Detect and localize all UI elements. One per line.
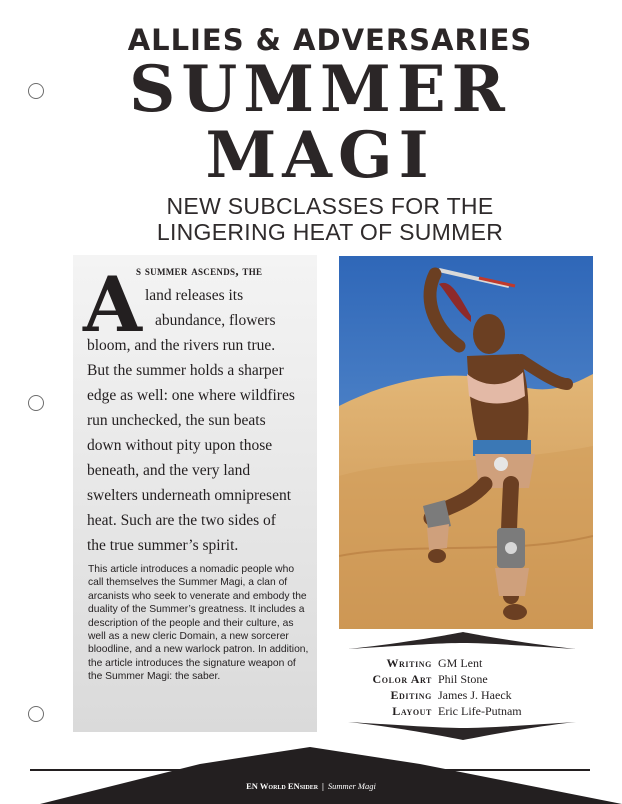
footer-issue: Summer Magi <box>327 781 376 791</box>
title-line-1: SUMMER <box>129 52 511 127</box>
credit-role: Color Art <box>372 671 432 686</box>
binder-hole-top <box>28 83 44 99</box>
lead-line: edge as well: one where wildfires <box>87 387 295 404</box>
lead-line: run unchecked, the sun beats <box>87 412 266 429</box>
credit-row <box>352 687 582 703</box>
credit-role: Writing <box>386 655 432 670</box>
lead-line: land releases its <box>145 287 244 304</box>
lead-line <box>136 261 262 281</box>
credit-name: Eric Life-Putnam <box>438 703 522 718</box>
subtitle-line-1: NEW SUBCLASSES FOR THE <box>166 193 494 219</box>
footer-publication-suffix: sider <box>299 781 319 791</box>
section-kicker: ALLIES & ADVERSARIES <box>127 23 533 57</box>
footer-caption <box>0 781 622 791</box>
credit-row <box>352 655 582 671</box>
credits-bottom-brush <box>348 719 576 741</box>
credit-name: GM Lent <box>438 655 483 670</box>
credit-role: Layout <box>392 703 432 718</box>
lead-line: swelters underneath omnipresent <box>87 487 292 504</box>
drop-cap: A <box>83 260 142 349</box>
footer-publication: EN World EN <box>246 781 300 791</box>
lead-smallcaps: s summer ascends, the <box>136 263 263 278</box>
lead-line: the true summer’s spirit. <box>87 537 239 554</box>
credit-row <box>352 703 582 719</box>
credit-name: James J. Haeck <box>438 687 512 702</box>
lead-line: beneath, and the very land <box>87 462 251 479</box>
lead-line: heat. Such are the two sides of <box>87 512 276 529</box>
lead-line: But the summer holds a sharper <box>87 362 284 379</box>
lead-line: down without pity upon those <box>87 437 273 454</box>
credit-name: Phil Stone <box>438 671 488 686</box>
credit-role: Editing <box>390 687 432 702</box>
footer-separator: | <box>322 781 324 791</box>
footer-banner <box>0 746 622 804</box>
lead-line: abundance, flowers <box>155 312 276 329</box>
credits-block <box>352 655 582 719</box>
intro-paragraph: This article introduces a nomadic people who call themselves the Summer Magi, a clan of arcanists who seek to venerate and embody the duality of the Summer’s greatness. It includes a description of the people and their culture, as well as a new cleric Domain, a new sorcerer bloodline, and a new warlock patron. In addition, the article introduces the signature weapon of the Summer Magi: the saber. <box>88 564 309 683</box>
credit-row <box>352 671 582 687</box>
summer-magi-warrior-illustration <box>339 256 593 629</box>
binder-hole-middle <box>28 395 44 411</box>
lead-line: bloom, and the rivers run true. <box>87 337 276 354</box>
subtitle-line-2: LINGERING HEAT OF SUMMER <box>156 219 504 245</box>
title-line-2: MAGI <box>205 118 435 193</box>
binder-hole-bottom <box>28 706 44 722</box>
credits-top-brush <box>348 631 576 653</box>
